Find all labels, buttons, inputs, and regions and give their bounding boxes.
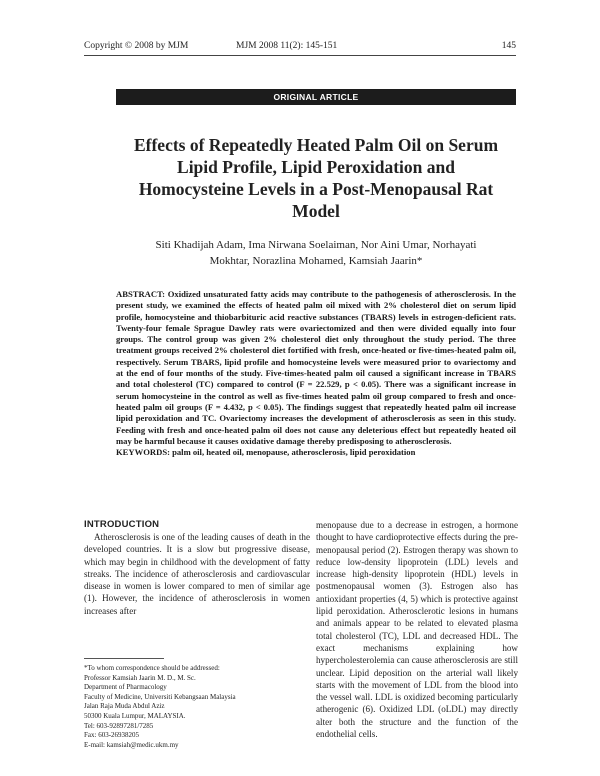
abstract-block (116, 289, 516, 458)
correspondence-footnote (84, 664, 310, 750)
footnote-line: E-mail: kamsiah@medic.ukm.my (84, 740, 179, 749)
footnote-line: Faculty of Medicine, Universiti Kebangsaan Malaysia (84, 692, 236, 701)
footnote-line: Tel: 603-92897281/7285 (84, 721, 154, 730)
header-journal-ref: MJM 2008 11(2): 145-151 (236, 41, 338, 51)
title-line: Homocysteine Levels in a Post-Menopausal Rat (138, 179, 494, 199)
author-line: Mokhtar, Norazlina Mohamed, Kamsiah Jaarin* (209, 255, 423, 267)
header-copyright: Copyright © 2008 by MJM (84, 41, 189, 51)
section-heading-introduction: INTRODUCTION (84, 519, 160, 530)
author-line: Siti Khadijah Adam, Ima Nirwana Soelaiman, Nor Aini Umar, Norhayati (155, 239, 477, 251)
left-column (84, 519, 310, 617)
right-column (316, 519, 518, 740)
header-rule (84, 55, 516, 56)
intro-paragraph-left: Atherosclerosis is one of the leading causes of death in the developed countries. It is a slow but progressive disease, which may begin in childhood with the development of fatty streaks. The incidence of atherosclerosis and cardiovascular disease in women is lower compared to men of similar age (1). However, the incidence of atherosclerosis in women increases after (84, 532, 310, 616)
title-line: Lipid Profile, Lipid Peroxidation and (177, 157, 455, 177)
header-page-number: 145 (501, 41, 516, 51)
footnote-line: Department of Pharmacology (84, 683, 167, 692)
footnote-rule (84, 658, 164, 659)
abstract-text: ABSTRACT: Oxidized unsaturated fatty acids may contribute to the pathogenesis of atherosclerosis. In the present study, we examined the effects of heated palm oil mixed with 2% cholesterol diet on serum lipid profile, homocysteine and thiobarbituric acid reactive substances (TBARS) levels in estrogen-deficient rats. Twenty-four female Sprague Dawley rats were ovariectomized and then were divided equally into four groups. The control group was given 2% cholesterol diet only throughout the study period. The three treatment groups received 2% cholesterol diet fortified with fresh, once-heated or five-times-heated palm oil, respectively. Serum TBARS, lipid profile and homocysteine levels were measured prior to ovariectomy and at the end of four months of the study. Five-times-heated palm oil caused a significant increase in TBARS and total cholesterol (TC) compared to control (F = 22.529, p < 0.05). There was a significant increase in serum homocysteine in the control as well as five-times heated palm oil group compared to fresh and once-heated palm oil groups (F = 4.432, p < 0.05). The findings suggest that repeatedly heated palm oil increase lipid peroxidation and TC. Ovariectomy increases the development of atherosclerosis as seen in this study. Feeding with fresh and once-heated palm oil does not cause any deleterious effect but repeatedly heated oil may be harmful because it causes oxidative damage thereby predisposing to atherosclerosis. (116, 289, 516, 446)
article-type-label: ORIGINAL ARTICLE (273, 92, 359, 102)
footnote-line: *To whom correspondence should be addressed: (84, 664, 220, 672)
article-title (116, 134, 516, 222)
footnote-line: Professor Kamsiah Jaarin M. D., M. Sc. (84, 673, 196, 682)
title-line: Model (292, 201, 340, 221)
footnote-line: Fax: 603-26938205 (84, 731, 140, 740)
author-list (116, 237, 516, 269)
intro-paragraph-right: menopause due to a decrease in estrogen, a hormone thought to have cardioprotective effects during the pre-menopausal period (2). Estrogen therapy was shown to reduce low-density lipoprotein (LDL) levels and increase high-density lipoprotein (HDL) levels in postmenopausal women (3). Estrogen also has antioxidant properties (4, 5) which is protective against lipid peroxidation. Atherosclerotic lesions in humans and animals appear to be related to elevated plasma total cholesterol (TC), LDL and decreased HDL. The exact mechanisms explaining how hypercholesterolemia can cause atherosclerosis are still unclear. Lipid deposition on the arterial wall likely starts with the movement of LDL from the blood into the vessel wall. LDL is oxidized becoming particularly atherogenic (6). Oxidized LDL (oLDL) may directly alter both the structure and the function of the endothelial cells. (316, 520, 518, 740)
title-line: Effects of Repeatedly Heated Palm Oil on Serum (133, 135, 499, 155)
keywords-line: KEYWORDS: palm oil, heated oil, menopause, atherosclerosis, lipid peroxidation (116, 447, 416, 458)
footnote-line: Jalan Raja Muda Abdul Aziz (84, 702, 165, 711)
article-type-banner (116, 89, 516, 105)
footnote-line: 50300 Kuala Lumpur, MALAYSIA. (84, 711, 186, 720)
